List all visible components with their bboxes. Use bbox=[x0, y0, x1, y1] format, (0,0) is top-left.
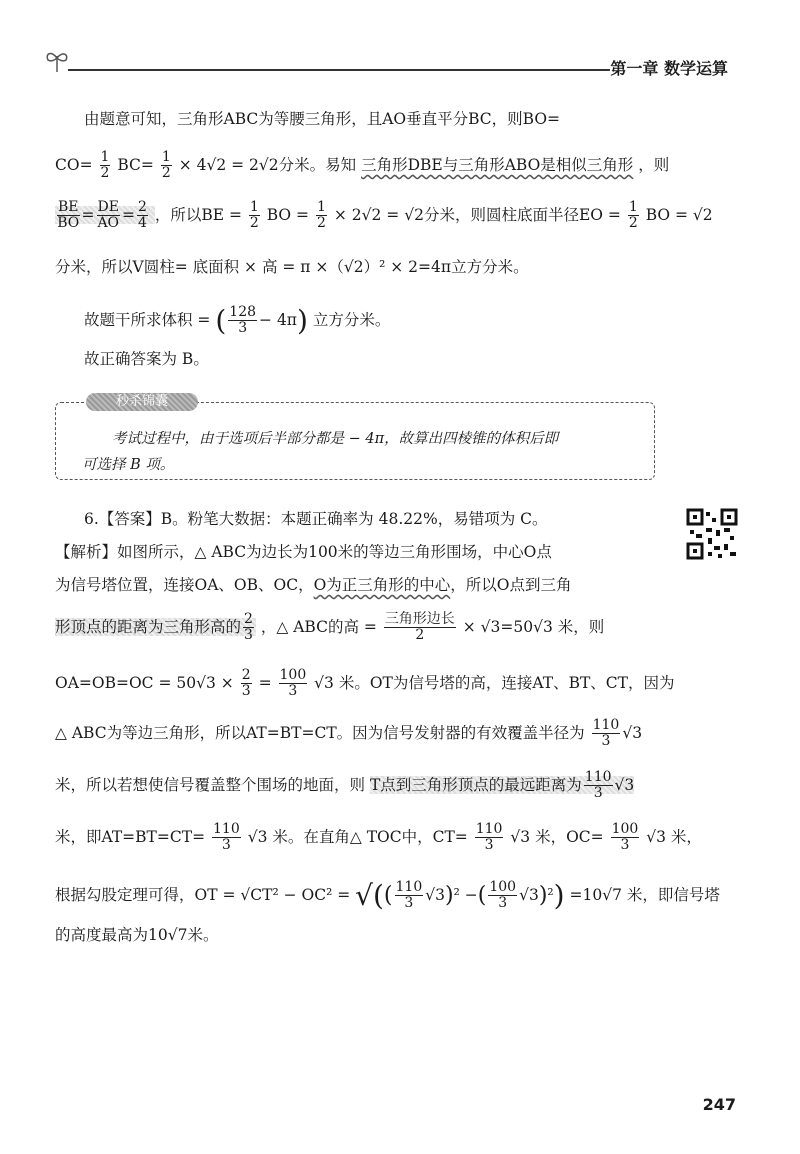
fraction: $\frac{110}{3}$ bbox=[592, 717, 620, 750]
highlighted-text: 三角形DBE与三角形ABO是相似三角形 bbox=[361, 155, 634, 174]
text-run: − 4π bbox=[259, 310, 297, 329]
fraction: $\frac{100}{3}$ bbox=[611, 821, 639, 854]
fraction: $\frac{110}{3}$ bbox=[584, 769, 612, 802]
text-line: 分米，所以V圆柱= 底面积 × 高 = π ×（√2）² × 2=4π立方分米。 bbox=[55, 258, 529, 276]
fraction-half: $\frac{1}{2}$ bbox=[249, 199, 259, 232]
text-run: ，则 bbox=[638, 155, 670, 174]
text-run: 故题干所求体积 = bbox=[84, 310, 211, 329]
page-number: 247 bbox=[702, 1095, 736, 1114]
text-run: ，所以O点到三角 bbox=[450, 576, 572, 594]
text-line bbox=[55, 822, 702, 854]
fraction-half: $\frac{1}{2}$ bbox=[161, 149, 171, 182]
fraction: $\frac{2}{3}$ bbox=[244, 611, 253, 644]
text-run: 根据勾股定理可得，OT = √CT² − OC² = bbox=[55, 885, 351, 904]
fraction: $\frac{2}{3}$ bbox=[241, 667, 251, 700]
sprout-icon bbox=[42, 46, 72, 76]
tip-line: 考试过程中，由于选项后半部分都是 − 4π，故算出四棱锥的体积后即 bbox=[112, 431, 559, 447]
fraction: $\frac{100}{3}$ bbox=[489, 879, 517, 912]
fraction: $\frac{128}{3}$ bbox=[229, 304, 257, 337]
highlighted-text: T点到三角形顶点的最远距离为 bbox=[369, 775, 582, 794]
page-header bbox=[40, 42, 760, 82]
text-run: CO= bbox=[55, 155, 93, 174]
tip-box bbox=[55, 394, 655, 480]
fraction: $\frac{2}{4}$ bbox=[137, 199, 147, 232]
highlighted-text: O为正三角形的中心 bbox=[313, 576, 451, 594]
text-run: BC= bbox=[117, 155, 154, 174]
text-run: √3 米。OT为信号塔的高，连接AT、BT、CT，因为 bbox=[314, 673, 675, 692]
text-run: =10√7 米，即信号塔 bbox=[569, 885, 720, 904]
qr-code-icon[interactable] bbox=[686, 508, 738, 560]
text-line: 的高度最高为10√7米。 bbox=[55, 926, 219, 944]
text-run: √3 bbox=[622, 723, 643, 742]
text-run: BO = bbox=[266, 205, 310, 224]
answer-line: 故正确答案为 B。 bbox=[84, 350, 209, 368]
text-line: 由题意可知，三角形ABC为等腰三角形，且AO垂直平分BC，则BO= bbox=[84, 110, 561, 128]
fraction: $\frac{110}{3}$ bbox=[395, 879, 423, 912]
tip-tag: 秒杀锦囊 bbox=[86, 393, 198, 411]
fraction: $\frac{110}{3}$ bbox=[475, 821, 503, 854]
text-run: BO = √2 bbox=[645, 205, 713, 224]
fraction: $\frac{110}{3}$ bbox=[213, 821, 240, 854]
text-run: √3 米， bbox=[646, 827, 702, 846]
fraction-half: $\frac{1}{2}$ bbox=[628, 199, 638, 232]
fraction: $\frac{BE}{BO}$ bbox=[57, 199, 80, 232]
text-run: × 2√2 = √2分米，则圆柱底面半径EO = bbox=[333, 205, 621, 224]
text-line: 根据勾股定理可得，OT = √CT² − OC² = √(( $\frac{110}{3}$ √3)² −( $\frac{100}{3}$ √3)²) =10√7 米，即信号塔 bbox=[55, 878, 720, 912]
text-line: 米，所以若想使信号覆盖整个围场的地面，则 T点到三角形顶点的最远距离为 $\frac{110}{3}$ √3 bbox=[55, 769, 635, 802]
text-run: √3 米，OC= bbox=[510, 827, 604, 846]
text-line: $\frac{BE}{BO}$ = $\frac{DE}{AO}$ = $\frac{2}{4}$ ，所以BE = $\frac{1}{2}$ BO = $\frac{1}{2}$ × 2√2 = √2分米，则圆柱底面半径EO = $\frac{1}{2}$ BO = √2 bbox=[55, 200, 713, 232]
fraction-half: $\frac{1}{2}$ bbox=[317, 199, 326, 232]
chapter-title: 第一章 数学运算 bbox=[610, 59, 728, 78]
fraction: $\frac{100}{3}$ bbox=[279, 667, 307, 700]
text-run: 米，所以若想使信号覆盖整个围场的地面，则 bbox=[55, 775, 366, 794]
text-run: △ ABC为等边三角形，所以AT=BT=CT。因为信号发射器的有效覆盖半径为 bbox=[55, 723, 585, 742]
text-run: ，△ ABC的高 = bbox=[260, 617, 377, 636]
text-run: 立方分米。 bbox=[312, 310, 391, 329]
text-run: ，所以BE = bbox=[154, 205, 242, 224]
text-line bbox=[55, 612, 604, 644]
tip-line: 可选择 B 项。 bbox=[82, 457, 175, 473]
fraction: $\frac{\text{三角形边长}}{2}$ bbox=[384, 611, 455, 644]
text-line: 6.【答案】B。粉笔大数据：本题正确率为 48.22%，易错项为 C。 bbox=[84, 510, 548, 528]
text-line: 【解析】如图所示，△ ABC为边长为100米的等边三角形围场，中心O点 bbox=[55, 543, 552, 561]
header-rule bbox=[68, 69, 610, 71]
text-line bbox=[55, 668, 675, 700]
text-run: 为信号塔位置，连接OA、OB、OC， bbox=[55, 576, 314, 594]
text-line bbox=[55, 718, 642, 750]
text-run: √3 米。在直角△ TOC中，CT= bbox=[247, 827, 468, 846]
text-run: OA=OB=OC = 50√3 × bbox=[55, 673, 234, 692]
text-run: 米，即AT=BT=CT= bbox=[55, 827, 206, 846]
text-line bbox=[55, 150, 669, 182]
text-run: × 4√2 = 2√2分米。易知 bbox=[178, 155, 357, 174]
text-line bbox=[55, 578, 572, 594]
text-run: × √3=50√3 米，则 bbox=[462, 617, 605, 636]
highlighted-text: 形顶点的距离为三角形高的 bbox=[55, 617, 242, 636]
text-run: = bbox=[258, 673, 272, 692]
fraction: $\frac{DE}{AO}$ bbox=[97, 199, 120, 232]
text-line: 故题干所求体积 = ( $\frac{128}{3}$ − 4π) 立方分米。 bbox=[84, 303, 391, 337]
fraction-half: $\frac{1}{2}$ bbox=[100, 149, 110, 182]
